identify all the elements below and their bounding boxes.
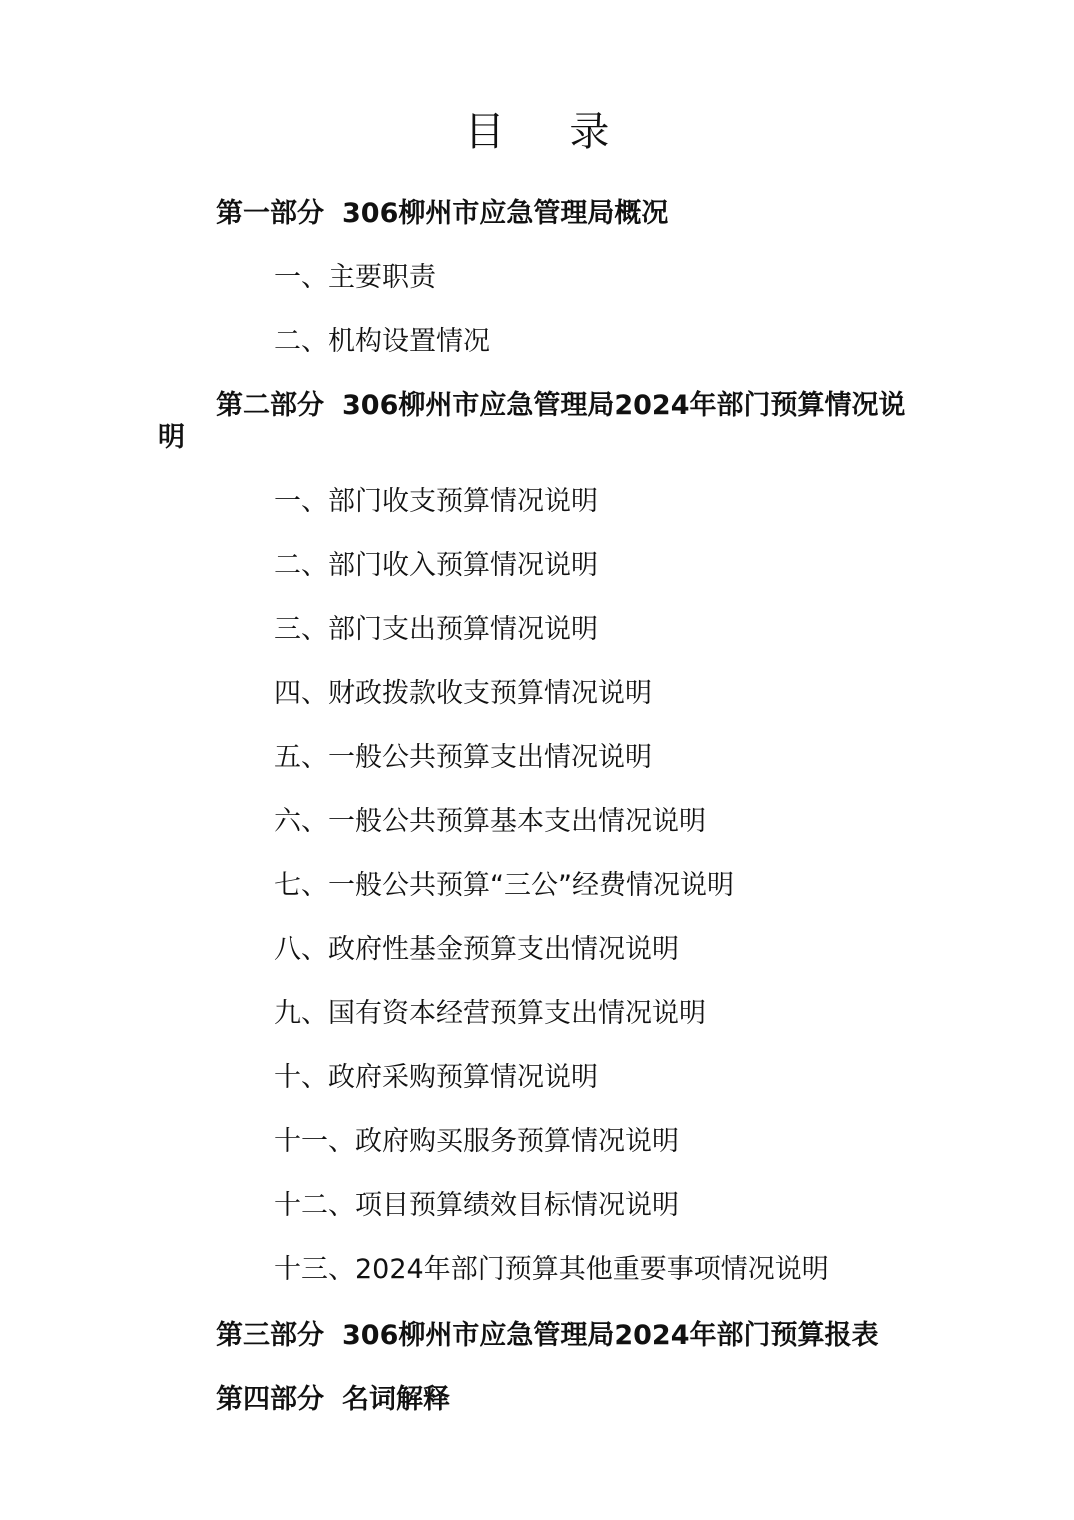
toc-item-2-8[interactable]: 八、政府性基金预算支出情况说明 (274, 934, 679, 965)
toc-item-2-1[interactable]: 一、部门收支预算情况说明 (274, 486, 598, 517)
part-title: 306柳州市应急管理局概况 (342, 198, 669, 229)
part-label: 第四部分 (216, 1384, 324, 1415)
toc-item-2-7[interactable]: 七、一般公共预算“三公”经费情况说明 (274, 870, 734, 901)
toc-part-1[interactable] (158, 198, 918, 230)
toc-item-2-6[interactable]: 六、一般公共预算基本支出情况说明 (274, 806, 706, 837)
toc-item-2-5[interactable]: 五、一般公共预算支出情况说明 (274, 742, 652, 773)
toc-item-2-10[interactable]: 十、政府采购预算情况说明 (274, 1062, 598, 1093)
page-title: 目 录 (464, 109, 636, 155)
toc-part-4[interactable] (158, 1384, 918, 1416)
part-title: 306柳州市应急管理局2024年部门预算情况说明 (158, 390, 906, 453)
toc-part-2[interactable] (158, 390, 918, 454)
part-label: 第三部分 (216, 1320, 324, 1351)
toc-item-2-13[interactable]: 十三、2024年部门预算其他重要事项情况说明 (274, 1254, 829, 1285)
toc-item-main-duties[interactable]: 一、主要职责 (274, 262, 436, 293)
part-label: 第二部分 (216, 390, 324, 421)
toc-item-2-9[interactable]: 九、国有资本经营预算支出情况说明 (274, 998, 706, 1029)
toc-item-2-12[interactable]: 十二、项目预算绩效目标情况说明 (274, 1190, 679, 1221)
part-label: 第一部分 (216, 198, 324, 229)
toc-item-2-2[interactable]: 二、部门收入预算情况说明 (274, 550, 598, 581)
toc-item-2-3[interactable]: 三、部门支出预算情况说明 (274, 614, 598, 645)
toc-item-org-setup[interactable]: 二、机构设置情况 (274, 326, 490, 357)
part-title: 名词解释 (342, 1384, 450, 1415)
part-title: 306柳州市应急管理局2024年部门预算报表 (342, 1320, 879, 1351)
toc-item-2-4[interactable]: 四、财政拨款收支预算情况说明 (274, 678, 652, 709)
toc-part-3[interactable] (158, 1320, 918, 1352)
toc-item-2-11[interactable]: 十一、政府购买服务预算情况说明 (274, 1126, 679, 1157)
